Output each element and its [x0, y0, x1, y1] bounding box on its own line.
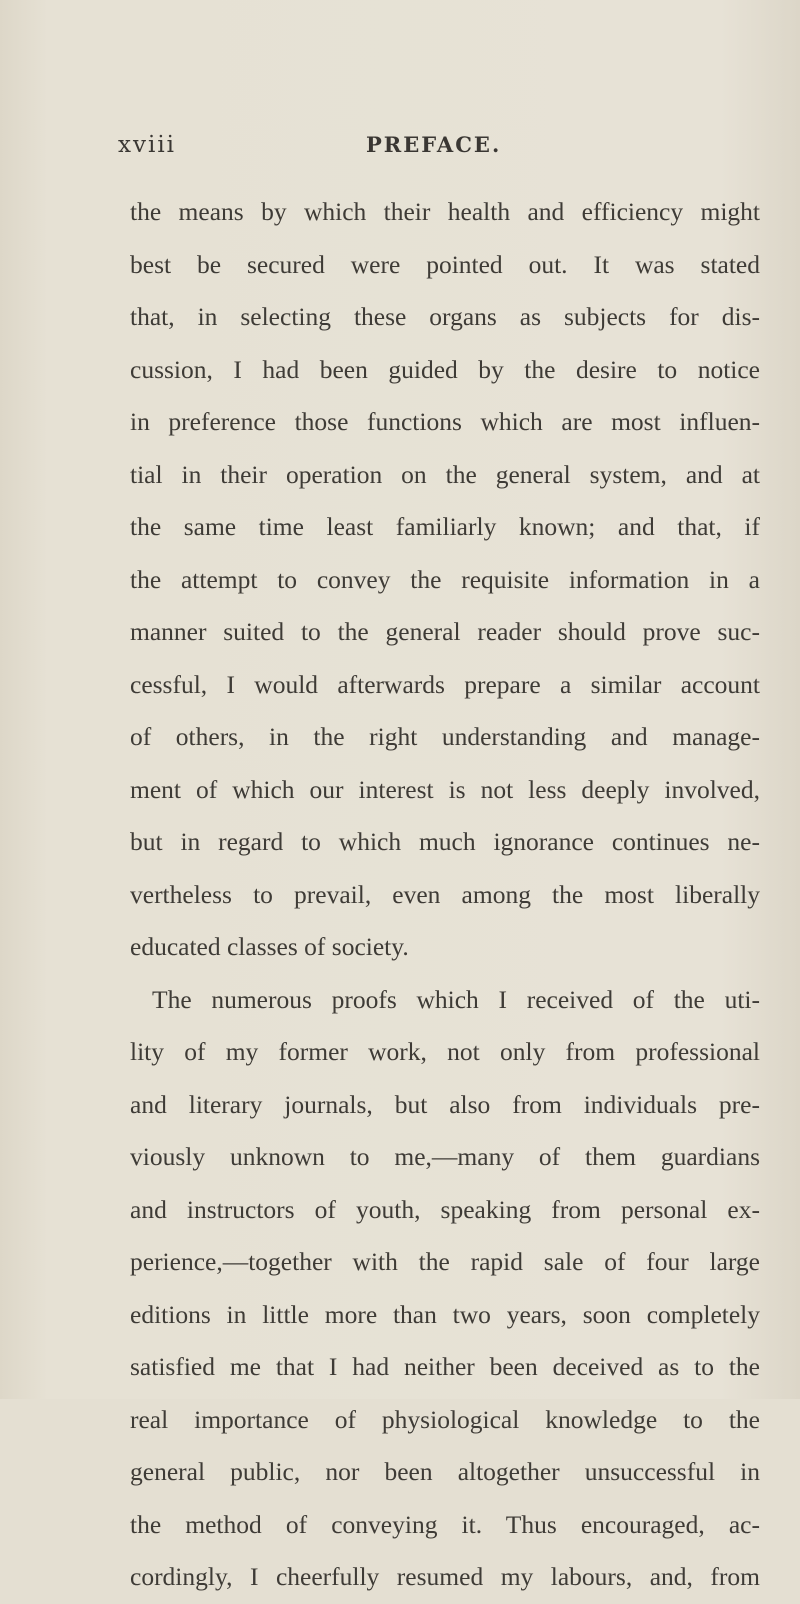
text-line: perience,—together with the rapid sale of four large: [130, 1247, 760, 1276]
text-line: viously unknown to me,—many of them guardians: [130, 1142, 760, 1171]
text-line: the attempt to convey the requisite information in a: [130, 564, 760, 594]
running-head: [118, 132, 758, 172]
text-line: tial in their operation on the general system, and at: [130, 459, 760, 489]
page-number: xviii: [118, 132, 177, 158]
text-line: cussion, I had been guided by the desire to notice: [130, 354, 760, 384]
text-line: manner suited to the general reader should prove suc-: [130, 617, 760, 646]
paragraph-start-line: The numerous proofs which I received of the uti-: [152, 984, 760, 1014]
text-line: satisfied me that I had neither been deceived as to the: [130, 1352, 760, 1381]
text-line: but in regard to which much ignorance continues ne-: [130, 827, 760, 856]
text-line: cordingly, I cheerfully resumed my labours, and, from: [130, 1562, 760, 1591]
paragraph-end-line: educated classes of society.: [130, 932, 409, 961]
text-line: real importance of physiological knowledge to the: [130, 1404, 760, 1434]
text-line: best be secured were pointed out. It was stated: [130, 249, 760, 279]
text-line: and instructors of youth, speaking from personal ex-: [130, 1194, 760, 1224]
running-title: PREFACE.: [366, 132, 502, 157]
text-line: ment of which our interest is not less deeply involved,: [130, 774, 760, 804]
text-line: the method of conveying it. Thus encouraged, ac-: [130, 1509, 760, 1539]
text-line: vertheless to prevail, even among the most liberally: [130, 879, 760, 909]
text-line: general public, nor been altogether unsuccessful in: [130, 1457, 760, 1486]
text-line: and literary journals, but also from individuals pre-: [130, 1089, 760, 1119]
text-line: the means by which their health and efficiency might: [130, 197, 760, 226]
body-text: [130, 186, 760, 1604]
text-line: editions in little more than two years, soon completely: [130, 1299, 760, 1329]
text-line: that, in selecting these organs as subjects for dis-: [130, 302, 760, 331]
text-line: of others, in the right understanding and manage-: [130, 722, 760, 751]
text-line: in preference those functions which are most influen-: [130, 407, 760, 436]
text-line: lity of my former work, not only from professional: [130, 1037, 760, 1066]
text-line: cessful, I would afterwards prepare a similar account: [130, 669, 760, 699]
text-line: the same time least familiarly known; and that, if: [130, 512, 760, 541]
